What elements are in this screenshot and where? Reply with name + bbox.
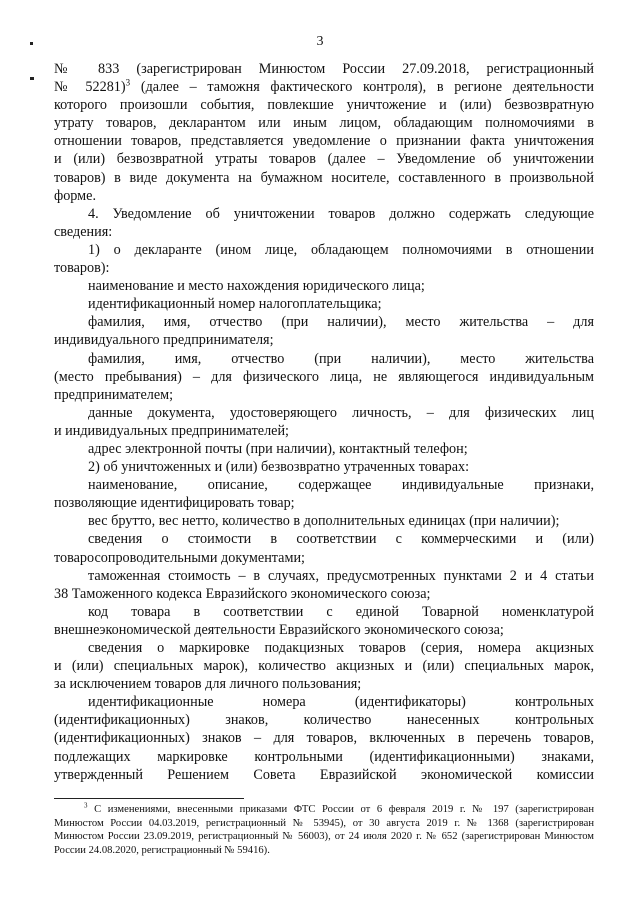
paragraph xyxy=(54,350,594,404)
text-line: данные документа, удостоверяющего личность, – для физических лиц xyxy=(88,404,594,421)
paragraph xyxy=(54,693,594,783)
text-line: № 52281)$^3$ (далее – таможня фактического контроля), в регионе деятельности xyxy=(54,77,594,96)
paragraph xyxy=(54,404,594,440)
footnote-text: С изменениями, внесенными приказами ФТС России от 6 февраля 2019 г. № 197 (зарегистрирован xyxy=(94,804,594,815)
text-line: фамилия, имя, отчество (при наличии), место жительства xyxy=(88,350,594,367)
paragraph xyxy=(54,603,594,639)
page-number: 3 xyxy=(316,34,324,49)
paragraph xyxy=(54,241,594,277)
text-line: фамилия, имя, отчество (при наличии), место жительства – для xyxy=(88,314,594,331)
paragraph xyxy=(54,476,594,512)
text-line: товаров): xyxy=(54,260,110,277)
footnote-line xyxy=(54,817,594,831)
text-line: утвержденный Решением Совета Евразийской экономической комиссии xyxy=(54,766,594,783)
scan-mark xyxy=(30,77,34,80)
text-line: 1) о декларанте (ином лице, обладающем полномочиями в отношении xyxy=(88,241,594,258)
paragraph xyxy=(54,205,594,241)
text-line: форме. xyxy=(54,187,96,204)
paragraph xyxy=(54,458,594,476)
footnote-line xyxy=(54,830,594,844)
text-line: и (или) специальных марок), количество акцизных и (или) специальных марок, xyxy=(54,658,594,675)
text-line: (идентификационных) знаков, количество нанесенных контрольных xyxy=(54,712,594,729)
text-line: идентификационный номер налогоплательщика; xyxy=(88,296,382,313)
paragraph xyxy=(54,440,594,458)
text-line: № 833 (зарегистрирован Минюстом России 27.09.2018, регистрационный xyxy=(54,61,594,77)
text-line: отношении товаров, представляется уведомление о признании факта уничтожения xyxy=(54,133,594,150)
text-line: внешнеэкономической деятельности Евразийского экономического союза; xyxy=(54,621,504,638)
footnote xyxy=(54,803,594,857)
paragraph xyxy=(54,530,594,566)
body-text xyxy=(54,60,594,784)
footnote-separator xyxy=(54,798,244,799)
scan-mark xyxy=(30,42,33,45)
text-line: (идентификационных) знаков – для товаров, включенных в перечень товаров, xyxy=(54,730,594,747)
text-line: сведения: xyxy=(54,223,113,240)
footnote-text: России 24.08.2020, регистрационный № 59416). xyxy=(54,844,270,856)
footnote-line xyxy=(54,844,594,858)
text-line: наименование, описание, содержащее индивидуальные признаки, xyxy=(88,477,594,494)
text-line: и индивидуальных предпринимателей; xyxy=(54,422,289,439)
text-line: которого произошли события, повлекшие уничтожение и (или) безвозвратную xyxy=(54,97,594,114)
text-line: (место пребывания) – для физического лица, не являющегося индивидуальным xyxy=(54,368,594,385)
text-line: подлежащих маркировке контрольными (идентификационными) знаками, xyxy=(54,748,594,765)
paragraph xyxy=(54,60,594,205)
footnote-marker: 3 xyxy=(84,801,88,810)
text-line: предпринимателем; xyxy=(54,386,174,403)
text-line: утрату товаров, декларантом или иным лицом, обладающим полномочиями в xyxy=(54,115,594,132)
paragraph xyxy=(54,295,594,313)
text-line: за исключением товаров для личного пользования; xyxy=(54,676,362,693)
text-line: 4. Уведомление об уничтожении товаров должно содержать следующие xyxy=(88,205,594,222)
paragraph xyxy=(54,512,594,530)
text-line: позволяющие идентифицировать товар; xyxy=(54,495,295,512)
text-line: индивидуального предпринимателя; xyxy=(54,332,274,349)
footnote-line xyxy=(54,803,594,817)
text-line: 2) об уничтоженных и (или) безвозвратно утраченных товарах: xyxy=(88,459,470,476)
text-line: идентификационные номера (идентификаторы) контрольных xyxy=(88,694,594,711)
paragraph xyxy=(54,277,594,295)
text-line: наименование и место нахождения юридического лица; xyxy=(88,278,425,295)
text-line: сведения о маркировке подакцизных товаров (серия, номера акцизных xyxy=(88,640,594,656)
text-line: код товара в соответствии с единой Товарной номенклатурой xyxy=(88,603,594,620)
text-line: вес брутто, вес нетто, количество в дополнительных единицах (при наличии); xyxy=(88,513,560,530)
text-line: товаросопроводительными документами; xyxy=(54,549,305,566)
paragraph xyxy=(54,639,594,693)
footnote-reference: 3 xyxy=(125,77,131,88)
text-line: сведения о стоимости в соответствии с коммерческими и (или) xyxy=(88,531,594,548)
text-line: адрес электронной почты (при наличии), контактный телефон; xyxy=(88,440,468,457)
footnote-text: Минюстом России 23.09.2019, регистрационный № 56003), от 24 июля 2020 г. № 652 (зарегистрирован Минюстом xyxy=(54,831,594,843)
paragraph xyxy=(54,567,594,603)
text-line: товаров) в виде документа на бумажном носителе, составленного в произвольной xyxy=(54,169,594,186)
text-line: и (или) безвозвратной утраты товаров (далее – Уведомление об уничтожении xyxy=(54,151,594,168)
paragraph xyxy=(54,313,594,349)
footnote-text: Минюстом России 04.03.2019, регистрационный № 53945), от 30 августа 2019 г. № 1368 (зарегистрирован xyxy=(54,817,594,829)
text-line: таможенная стоимость – в случаях, предусмотренных пунктами 2 и 4 статьи xyxy=(88,567,594,584)
text-line: 38 Таможенного кодекса Евразийского экономического союза; xyxy=(54,585,431,602)
